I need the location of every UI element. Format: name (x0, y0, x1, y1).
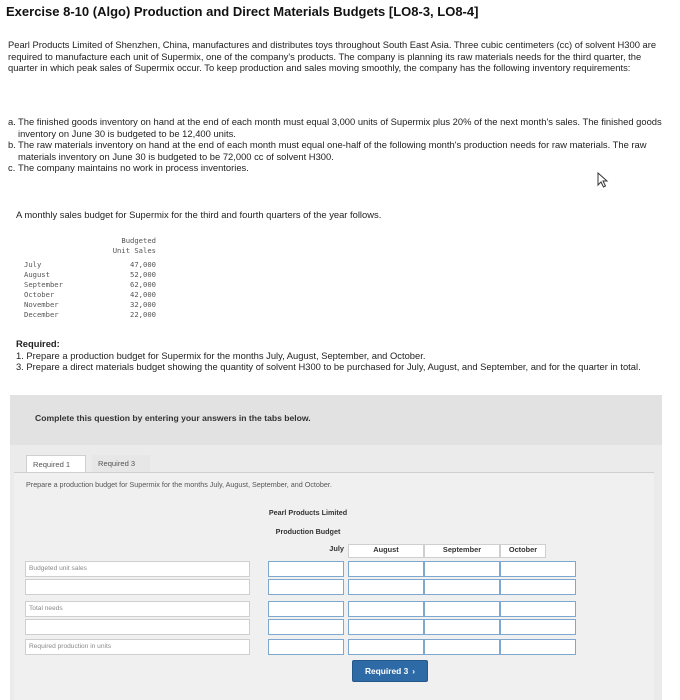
input-total-needs-september[interactable] (424, 601, 500, 617)
exercise-title: Exercise 8-10 (Algo) Production and Direct Materials Budgets [LO8-3, LO8-4] (6, 4, 479, 19)
sales-budget-intro: A monthly sales budget for Supermix for the third and fourth quarters of the year follows. (16, 209, 382, 220)
units-cell: 42,000 (130, 290, 156, 299)
mouse-pointer-icon (596, 172, 610, 188)
units-cell: 32,000 (130, 300, 156, 309)
header-line-1: Budgeted (121, 236, 156, 245)
required-section (16, 338, 666, 373)
month-cell: October (24, 290, 55, 299)
requirement-c (8, 162, 670, 174)
input-row4-september[interactable] (424, 619, 500, 635)
units-cell: 22,000 (130, 310, 156, 319)
header-line-2: Unit Sales (112, 246, 156, 256)
column-header-august: August (348, 544, 424, 558)
requirement-mark: b. (8, 139, 16, 151)
tab-prompt: Prepare a production budget for Supermix for the months July, August, September, and October. (26, 480, 332, 489)
month-cell: November (24, 300, 59, 309)
requirement-text: The raw materials inventory on hand at the end of each month must equal one-half of the following month's production needs for raw materials. The raw materials inventory on June 30 is budgeted to be 72,000 cc of solvent H300. (18, 139, 647, 162)
requirement-text: The company maintains no work in process inventories. (18, 162, 249, 174)
complete-instruction: Complete this question by entering your answers in the tabs below. (35, 413, 311, 423)
input-budgeted-sales-october[interactable] (500, 561, 576, 577)
input-row2-july[interactable] (268, 579, 344, 595)
units-cell: 62,000 (130, 280, 156, 289)
row-label-blank[interactable] (25, 579, 250, 595)
row-label-required-production: Required production in units (25, 639, 250, 655)
input-required-production-september[interactable] (424, 639, 500, 655)
input-budgeted-sales-august[interactable] (348, 561, 424, 577)
month-cell: December (24, 310, 59, 319)
tab-required-1[interactable]: Required 1 (26, 455, 86, 473)
requirement-b (8, 139, 670, 162)
input-budgeted-sales-september[interactable] (424, 561, 500, 577)
chevron-right-icon: › (412, 666, 416, 676)
input-row2-september[interactable] (424, 579, 500, 595)
table-row (24, 300, 156, 310)
units-cell: 52,000 (130, 270, 156, 279)
table-row (24, 260, 156, 270)
tab-required-3[interactable]: Required 3 (92, 455, 150, 473)
input-required-production-august[interactable] (348, 639, 424, 655)
required-label: Required: (16, 338, 60, 349)
month-cell: August (24, 270, 50, 279)
input-row2-october[interactable] (500, 579, 576, 595)
required-item-3: 3. Prepare a direct materials budget showing the quantity of solvent H300 to be purchased for July, August, and September, and for the quarter in total. (16, 361, 641, 373)
row-label-budgeted-unit-sales: Budgeted unit sales (25, 561, 250, 577)
table-row (24, 280, 156, 290)
input-row2-august[interactable] (348, 579, 424, 595)
requirement-a (8, 116, 670, 139)
month-cell: July (24, 260, 42, 269)
input-total-needs-july[interactable] (268, 601, 344, 617)
row-label-total-needs: Total needs (25, 601, 250, 617)
next-required-3-button[interactable] (352, 660, 428, 682)
sales-budget-table (24, 236, 164, 328)
input-row4-august[interactable] (348, 619, 424, 635)
table-row (24, 290, 156, 300)
input-total-needs-august[interactable] (348, 601, 424, 617)
input-budgeted-sales-july[interactable] (268, 561, 344, 577)
requirement-mark: c. (8, 162, 16, 174)
requirement-text: The finished goods inventory on hand at the end of each month must equal 3,000 units of Supermix plus 20% of the next month's sales. The finished goods inventory on June 30 is budgeted to be 12,400 units. (18, 116, 662, 139)
table-row (24, 270, 156, 280)
required-item-1: 1. Prepare a production budget for Supermix for the months July, August, September, and October. (16, 349, 426, 361)
month-cell: September (24, 280, 63, 289)
column-header-july: July (329, 544, 344, 553)
units-cell: 47,000 (130, 260, 156, 269)
requirement-mark: a. (8, 116, 16, 127)
row-label-blank[interactable] (25, 619, 250, 635)
table-row (24, 310, 156, 320)
intro-paragraph: Pearl Products Limited of Shenzhen, China, manufactures and distributes toys throughout South East Asia. Three cubic centimeters (cc) of solvent H300 are required to manufacture each unit of Supermix, one of the company's products. The company is planning its raw materials needs for the third quarter, the quarter in which peak sales of Supermix occur. To keep production and sales moving smoothly, the company has the following inventory requirements: (8, 39, 657, 74)
input-row4-july[interactable] (268, 619, 344, 635)
column-header-september: September (424, 544, 500, 558)
input-required-production-october[interactable] (500, 639, 576, 655)
column-header-october: October (500, 544, 546, 558)
sales-budget-header (96, 236, 156, 257)
budget-title: Production Budget (275, 527, 341, 536)
inventory-requirements (8, 116, 670, 174)
input-row4-october[interactable] (500, 619, 576, 635)
next-button-label: Required 3 (364, 666, 409, 676)
company-name: Pearl Products Limited (268, 508, 348, 517)
input-required-production-july[interactable] (268, 639, 344, 655)
input-total-needs-october[interactable] (500, 601, 576, 617)
